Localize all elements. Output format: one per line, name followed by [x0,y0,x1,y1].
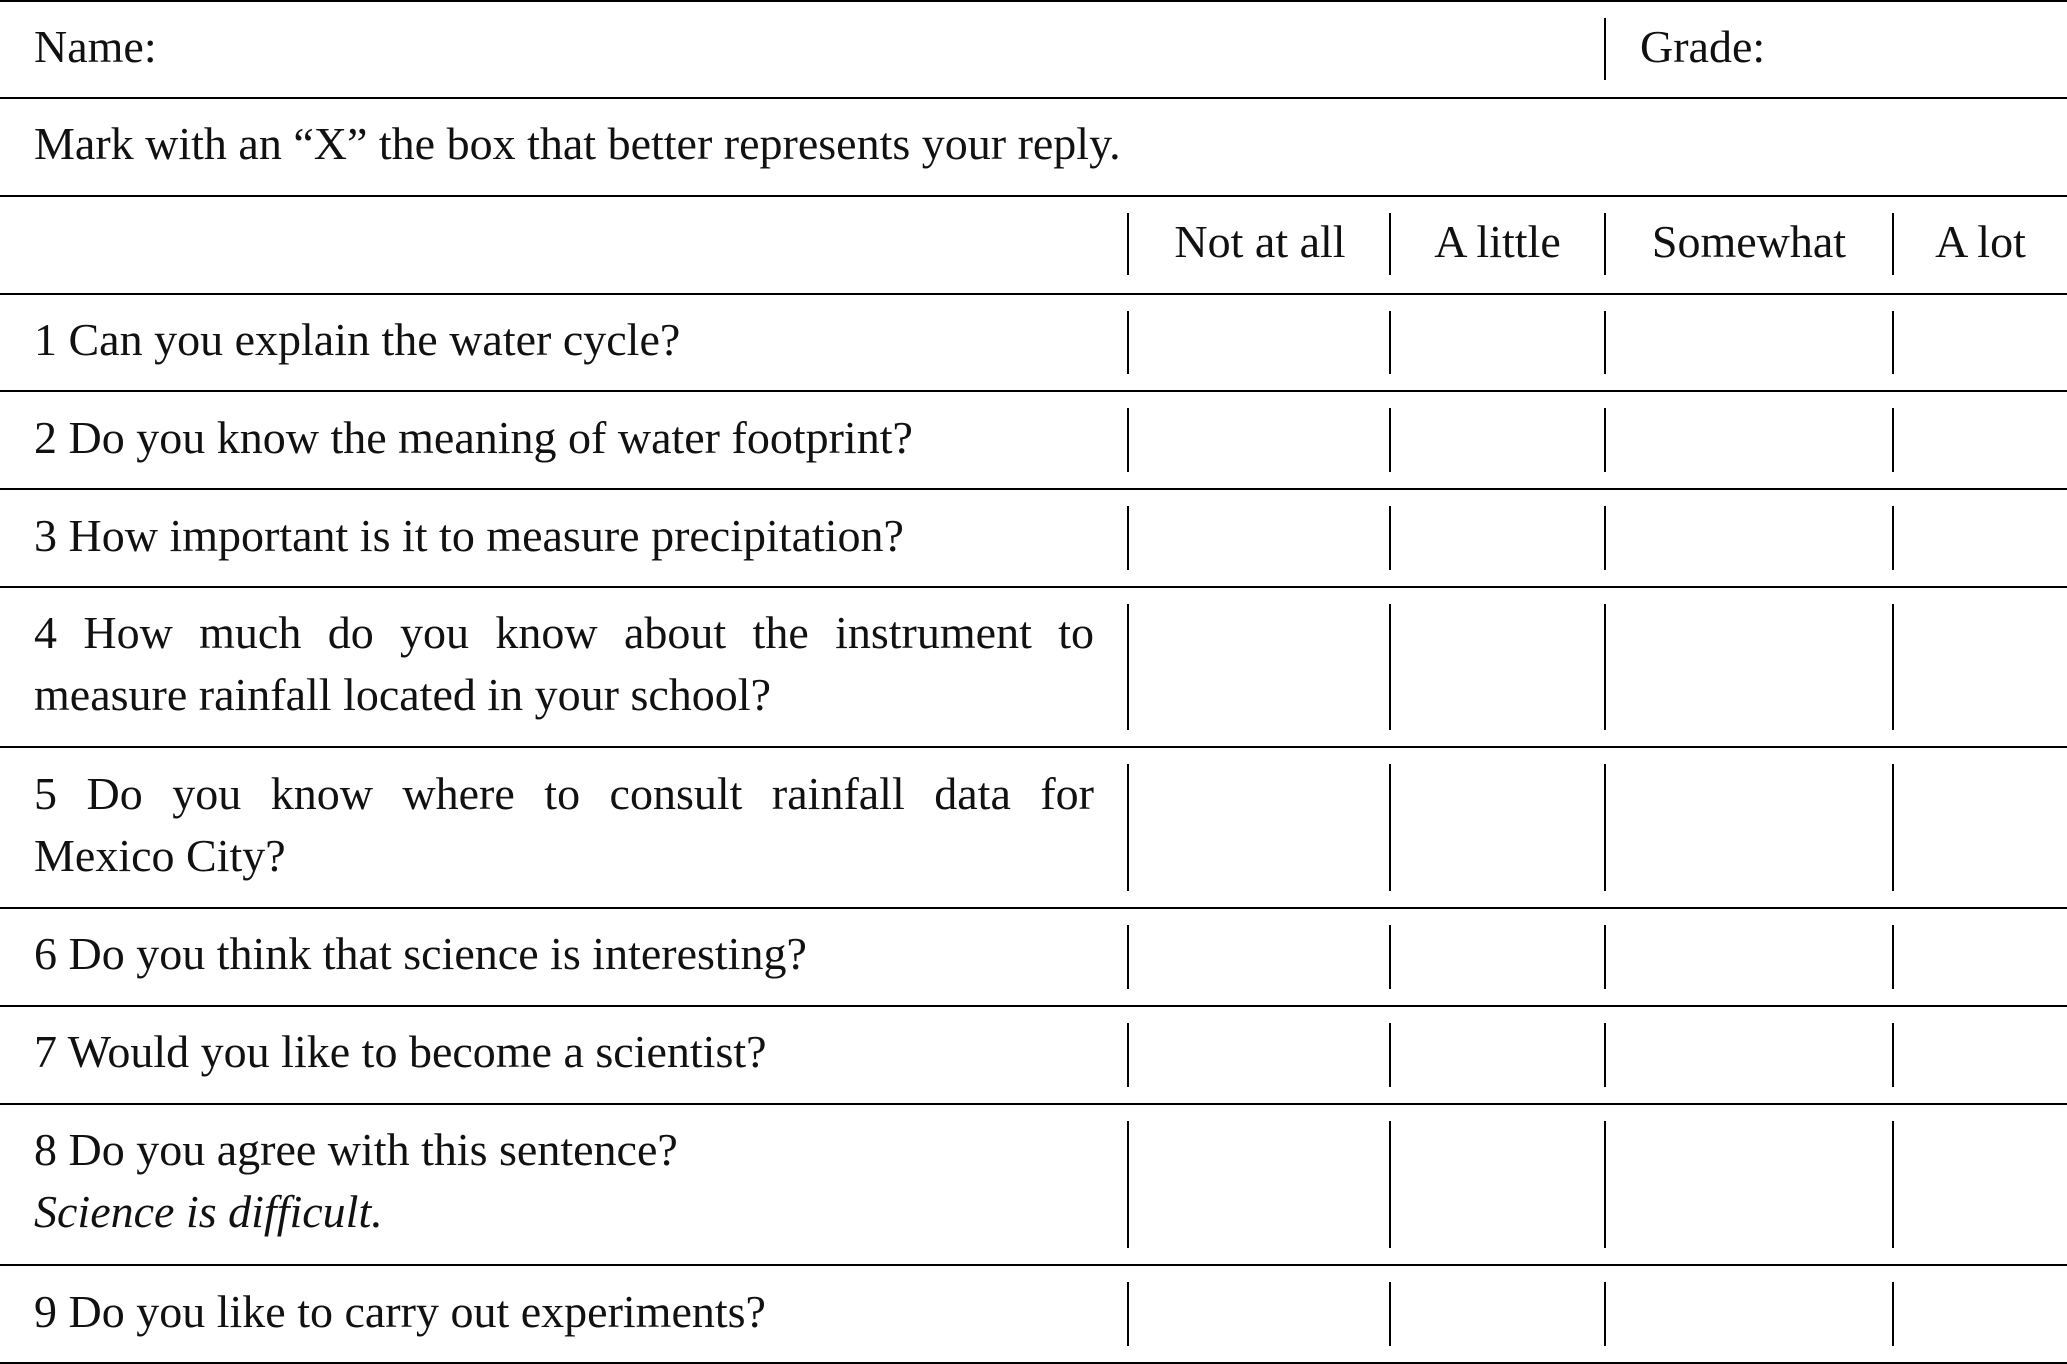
name-label: Name: [34,21,157,72]
answer-box-q7-a-little[interactable] [1391,1007,1604,1103]
column-header-somewhat: Somewhat [1651,216,1847,267]
answer-box-q3-a-lot[interactable] [1894,490,2065,586]
question-text: 1 Can you explain the water cycle? [34,314,681,365]
question-text: 7 Would you like to become a scientist? [34,1026,767,1077]
answer-box-q9-not-at-all[interactable] [1129,1266,1389,1362]
question-text: 6 Do you think that science is interesting? [34,928,807,979]
question-text-line-1: 5 Do you know where to consult rainfall data for [34,768,1094,819]
answer-box-q3-not-at-all[interactable] [1129,490,1389,586]
question-text-line-2: Science is difficult. [34,1186,383,1237]
answer-box-q4-not-at-all[interactable] [1129,588,1389,746]
question-row-3 [34,505,1094,567]
question-text: 9 Do you like to carry out experiments? [34,1286,766,1337]
question-row-4 [34,602,1094,726]
answer-box-q6-somewhat[interactable] [1606,909,1892,1005]
question-text-line-1: 4 How much do you know about the instrument to [34,607,1094,658]
question-row-7 [34,1021,1094,1083]
answer-box-q8-a-lot[interactable] [1894,1105,2065,1264]
question-row-8 [34,1119,1094,1243]
answer-box-q6-not-at-all[interactable] [1129,909,1389,1005]
answer-box-q4-a-little[interactable] [1391,588,1604,746]
rule-top [0,0,2067,2]
answer-box-q7-a-lot[interactable] [1894,1007,2065,1103]
answer-box-q1-not-at-all[interactable] [1129,295,1389,390]
answer-box-q3-a-little[interactable] [1391,490,1604,586]
answer-box-q1-a-little[interactable] [1391,295,1604,390]
question-row-6 [34,923,1094,985]
question-text-line-2: Mexico City? [34,830,286,881]
answer-box-q9-a-lot[interactable] [1894,1266,2065,1362]
answer-box-q1-a-lot[interactable] [1894,295,2065,390]
answer-box-q3-somewhat[interactable] [1606,490,1892,586]
answer-box-q1-somewhat[interactable] [1606,295,1892,390]
answer-box-q9-a-little[interactable] [1391,1266,1604,1362]
question-text-line-1: 8 Do you agree with this sentence? [34,1124,678,1175]
name-grade-divider [1604,18,1606,80]
column-header-a-little: A little [1434,216,1561,267]
answer-box-q2-a-little[interactable] [1391,392,1604,488]
answer-box-q2-not-at-all[interactable] [1129,392,1389,488]
answer-box-q8-not-at-all[interactable] [1129,1105,1389,1264]
question-text: 3 How important is it to measure precipitation? [34,510,904,561]
answer-box-q2-a-lot[interactable] [1894,392,2065,488]
instruction-text: Mark with an “X” the box that better represents your reply. [34,118,1121,169]
question-text-line-2: measure rainfall located in your school? [34,669,771,720]
rule-below-name [0,97,2067,99]
answer-box-q8-a-little[interactable] [1391,1105,1604,1264]
question-text: 2 Do you know the meaning of water footprint? [34,412,913,463]
column-header-not-at-all: Not at all [1174,216,1346,267]
column-header-a-lot: A lot [1935,216,2026,267]
answer-box-q9-somewhat[interactable] [1606,1266,1892,1362]
answer-box-q6-a-lot[interactable] [1894,909,2065,1005]
answer-box-q8-somewhat[interactable] [1606,1105,1892,1264]
question-row-2 [34,407,1094,469]
answer-box-q7-not-at-all[interactable] [1129,1007,1389,1103]
answer-box-q5-somewhat[interactable] [1606,748,1892,907]
answer-box-q7-somewhat[interactable] [1606,1007,1892,1103]
question-row-1 [34,309,1094,371]
grade-label: Grade: [1640,21,1766,72]
answer-box-q5-a-little[interactable] [1391,748,1604,907]
answer-box-q2-somewhat[interactable] [1606,392,1892,488]
answer-box-q4-somewhat[interactable] [1606,588,1892,746]
answer-box-q4-a-lot[interactable] [1894,588,2065,746]
question-row-5 [34,763,1094,887]
rule-below-instruction [0,195,2067,197]
answer-box-q6-a-little[interactable] [1391,909,1604,1005]
answer-box-q5-a-lot[interactable] [1894,748,2065,907]
question-row-9 [34,1281,1094,1343]
answer-box-q5-not-at-all[interactable] [1129,748,1389,907]
